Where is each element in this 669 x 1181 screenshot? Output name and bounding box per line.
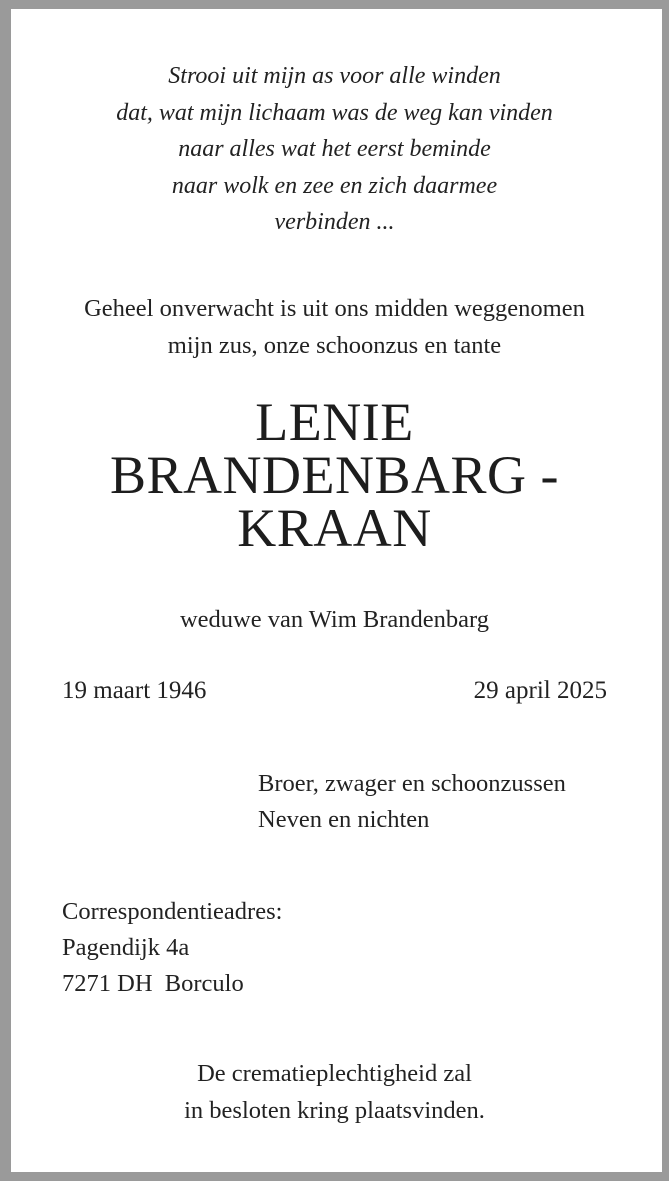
closing-line: De crematieplechtigheid zal [197, 1060, 472, 1087]
widow-of: weduwe van Wim Brandenbarg [179, 606, 490, 633]
heirs-line: Neven en nichten [258, 806, 430, 833]
deceased-name [0, 392, 669, 558]
closing-line: in besloten kring plaatsvinden. [184, 1097, 485, 1124]
death-date: 29 april 2025 [473, 677, 607, 704]
address-label: Correspondentieadres: [62, 898, 283, 925]
heirs-list [258, 766, 566, 838]
address-street: Pagendijk 4a [62, 934, 190, 961]
name-line: KRAAN [237, 498, 432, 558]
poem-line: naar wolk en zee en zich daarmee [171, 172, 498, 199]
poem-line: naar alles wat het eerst beminde [178, 136, 491, 162]
name-line: LENIE [255, 392, 414, 452]
intro-line: Geheel onverwacht is uit ons midden weggenomen [84, 295, 585, 322]
poem-line: verbinden ... [274, 209, 395, 235]
correspondence-address [62, 894, 282, 1002]
poem [0, 58, 669, 241]
intro-line: mijn zus, onze schoonzus en tante [167, 332, 502, 359]
intro-text [0, 290, 669, 364]
poem-line: dat, wat mijn lichaam was de weg kan vinden [116, 99, 553, 126]
name-line: BRANDENBARG - [109, 445, 560, 505]
closing-text [0, 1055, 669, 1129]
poem-line: Strooi uit mijn as voor alle winden [168, 63, 501, 89]
heirs-line: Broer, zwager en schoonzussen [258, 770, 566, 797]
address-postal-city: 7271 DH Borculo [62, 970, 244, 997]
birth-date: 19 maart 1946 [62, 677, 207, 704]
